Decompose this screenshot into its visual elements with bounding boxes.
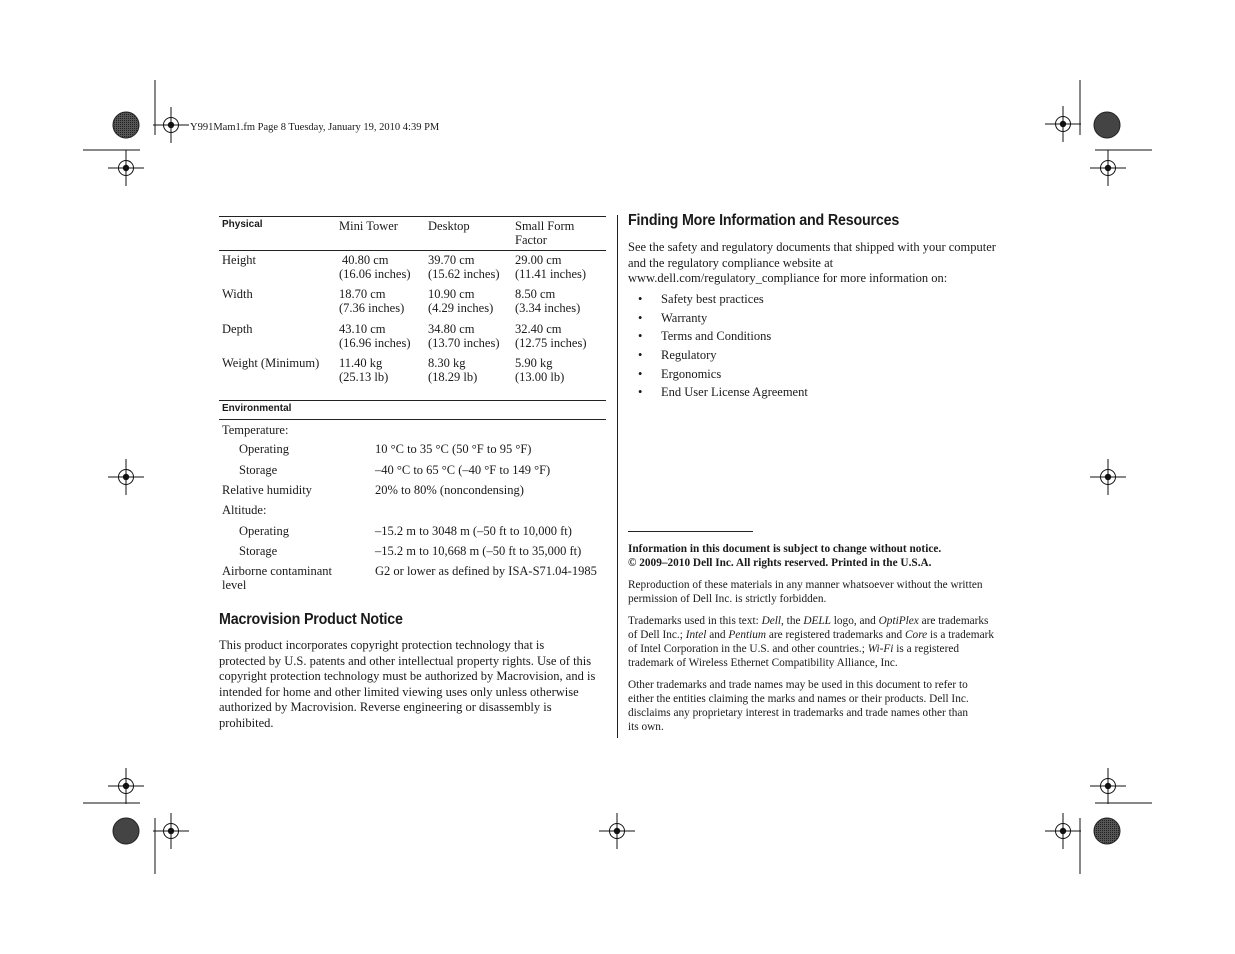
cell-value: 34.80 cm [428, 322, 475, 336]
paragraph-line: www.dell.com/regulatory_compliance for more information on: [628, 271, 948, 286]
list-item: • End User License Agreement [628, 385, 808, 404]
footnote-rule [628, 531, 753, 532]
trademark-line: trademark of Wireless Ethernet Compatibility Alliance, Inc. [628, 657, 898, 669]
cell-value: G2 or lower as defined by ISA-S71.04-1985 [375, 564, 597, 578]
cell-value: –15.2 m to 10,668 m (–50 ft to 35,000 ft) [375, 544, 582, 558]
paragraph-line: See the safety and regulatory documents that shipped with your computer [628, 240, 996, 254]
cell-value: 29.00 cm [515, 253, 562, 267]
cell-value: 18.70 cm [339, 287, 386, 301]
trademark-line: of Dell Inc.; Intel and Pentium are registered trademarks and Core is a trademark [628, 629, 995, 641]
cell-value: 20% to 80% (noncondensing) [375, 483, 524, 497]
trademark-line: of Intel Corporation in the U.S. and other countries.; Wi-Fi is a registered [628, 643, 959, 655]
column-header: Small Form Factor [515, 219, 575, 247]
table-rule [219, 216, 606, 217]
paragraph-line: intended for home and other limited viewing uses only unless otherwise [219, 684, 579, 699]
reproduction-notice-line: permission of Dell Inc. is strictly forbidden. [628, 593, 827, 605]
cell-value: 5.90 kg [515, 356, 553, 370]
list-item: • Safety best practices [628, 292, 808, 311]
cell-value: 43.10 cm [339, 322, 386, 336]
paragraph-line: and the regulatory compliance website at [628, 255, 834, 270]
other-trademarks-notice [628, 678, 1020, 734]
row-label: Height [222, 253, 257, 267]
row-label: Width [222, 287, 253, 301]
cell-value: 40.80 cm [342, 253, 389, 267]
row-label: Storage [239, 463, 278, 477]
cell-value: (13.70 inches) [428, 336, 500, 350]
cell-value: (11.41 inches) [515, 267, 587, 281]
cell-value: –40 °C to 65 °C (–40 °F to 149 °F) [375, 463, 551, 477]
finding-info-paragraph [628, 240, 996, 287]
table-rule [219, 250, 606, 251]
row-label: Depth [222, 322, 253, 336]
cell-value: 11.40 kg [339, 356, 383, 370]
copyright-notice: © 2009–2010 Dell Inc. All rights reserved. Printed in the U.S.A. [628, 557, 932, 569]
paragraph-line: prohibited. [219, 715, 274, 730]
cell-value: (16.06 inches) [339, 267, 411, 281]
physical-heading: Physical [222, 219, 263, 230]
cell-value: (12.75 inches) [515, 336, 587, 350]
cell-value: (18.29 lb) [428, 370, 478, 384]
row-label: Temperature: [222, 423, 289, 437]
row-label: Operating [239, 442, 289, 456]
paragraph-line: disclaims any proprietary interest in trademarks and trade names other than [628, 707, 969, 719]
cell-value: –15.2 m to 3048 m (–50 ft to 10,000 ft) [375, 524, 572, 538]
cell-value: (16.96 inches) [339, 336, 411, 350]
paragraph-line: protected by U.S. patents and other intellectual property rights. Use of this [219, 653, 592, 668]
cell-value: 10 °C to 35 °C (50 °F to 95 °F) [375, 442, 532, 456]
cell-value: 10.90 cm [428, 287, 475, 301]
row-label: level [222, 578, 247, 592]
paragraph-line: authorized by Macrovision. Reverse engineering or disassembly is [219, 700, 552, 715]
row-label: Storage [239, 544, 278, 558]
list-item: • Regulatory [628, 348, 808, 367]
cell-value: 32.40 cm [515, 322, 562, 336]
column-header: Mini Tower [339, 219, 398, 233]
cell-value: (3.34 inches) [515, 301, 581, 315]
column-header: Desktop [428, 219, 470, 233]
list-item: • Ergonomics [628, 367, 808, 386]
cell-value: (13.00 lb) [515, 370, 565, 384]
paragraph-line: either the entities claiming the marks and names or their products. Dell Inc. [628, 693, 969, 705]
change-notice: Information in this document is subject to change without notice. [628, 543, 942, 555]
paragraph-line: This product incorporates copyright protection technology that is [219, 638, 545, 652]
environmental-heading: Environmental [222, 403, 292, 414]
table-rule [219, 419, 606, 420]
cell-value: 8.50 cm [515, 287, 556, 301]
list-item: • Warranty [628, 311, 808, 330]
macrovision-paragraph [219, 638, 595, 732]
cell-value: (25.13 lb) [339, 370, 389, 384]
table-rule [219, 400, 606, 401]
row-label: Relative humidity [222, 483, 312, 497]
cell-value: (7.36 inches) [339, 301, 405, 315]
reproduction-notice-line: Reproduction of these materials in any manner whatsoever without the written [628, 579, 983, 591]
file-info-header: Y991Mam1.fm Page 8 Tuesday, January 19, 2010 4:39 PM [190, 122, 440, 133]
trademark-line: Trademarks used in this text: Dell, the DELL logo, and OptiPlex are trademarks [628, 615, 989, 627]
cell-value: 39.70 cm [428, 253, 475, 267]
macrovision-title: Macrovision Product Notice [219, 611, 403, 628]
row-label: Altitude: [222, 503, 267, 517]
row-label: Airborne contaminant [222, 564, 333, 578]
paragraph-line: its own. [628, 721, 664, 733]
paragraph-line: Other trademarks and trade names may be used in this document to refer to [628, 679, 968, 691]
row-label: Operating [239, 524, 289, 538]
paragraph-line: copyright protection technology must be authorized by Macrovision, and is [219, 669, 596, 684]
cell-value: (4.29 inches) [428, 301, 494, 315]
list-item: • Terms and Conditions [628, 329, 808, 348]
cell-value: (15.62 inches) [428, 267, 500, 281]
row-label: Weight (Minimum) [222, 356, 320, 370]
column-divider [617, 215, 618, 738]
finding-info-title: Finding More Information and Resources [628, 212, 900, 229]
resource-list [628, 292, 808, 404]
cell-value: 8.30 kg [428, 356, 466, 370]
